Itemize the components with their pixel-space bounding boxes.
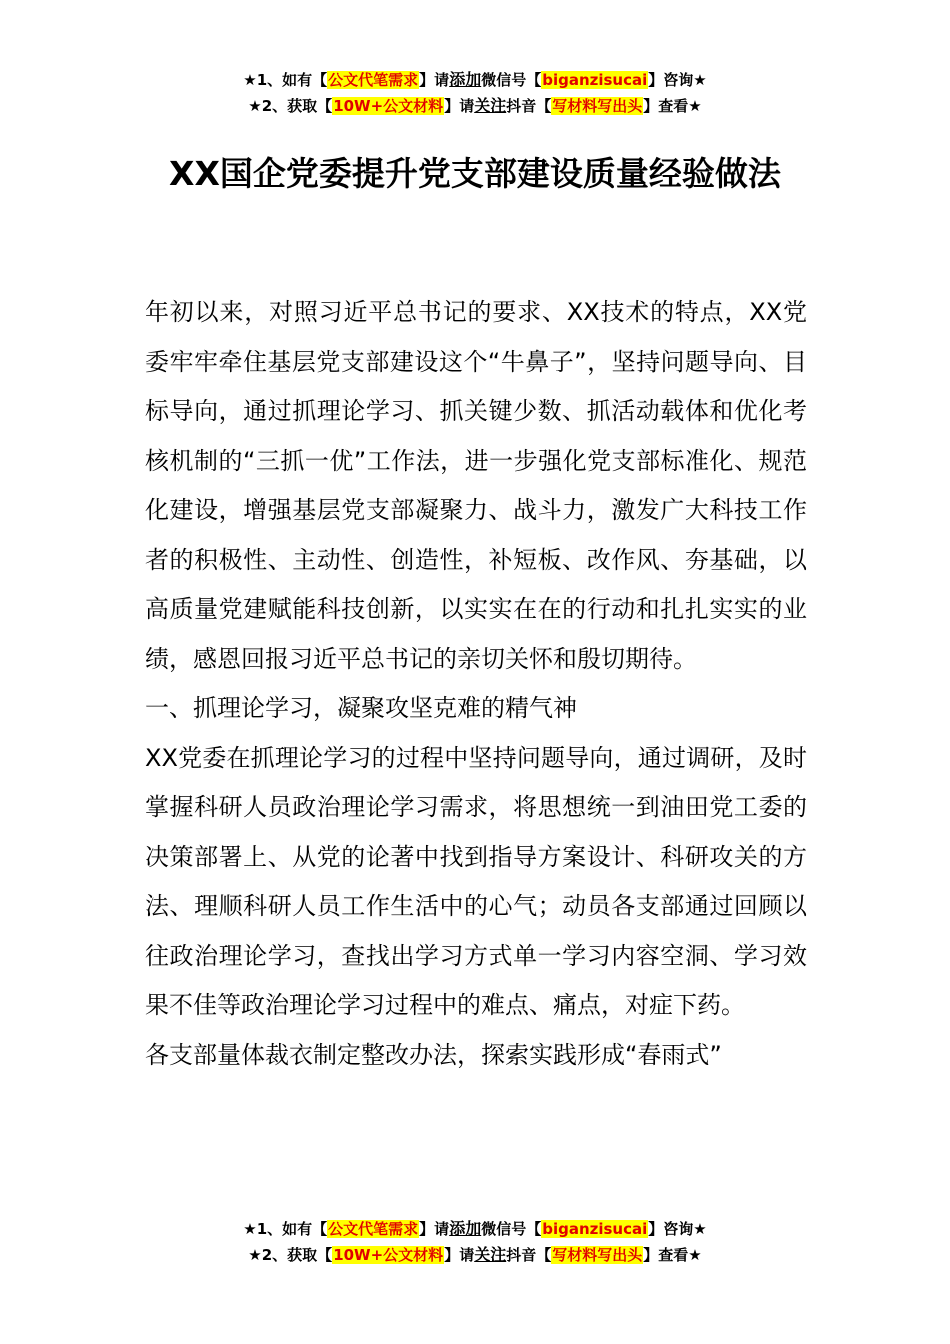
banner-line-1 xyxy=(0,1216,950,1242)
banner-text: 】请 xyxy=(419,1220,450,1238)
banner-text: ★2、获取【 xyxy=(248,97,333,115)
banner-text: 】查看★ xyxy=(643,1246,702,1264)
banner-line-1 xyxy=(0,67,950,93)
paragraph-continued: 各支部量体裁衣制定整改办法，探索实践形成“春雨式” xyxy=(145,1040,722,1069)
underlined-text: 关注 xyxy=(474,96,507,115)
highlight-text: 10W+公文材料 xyxy=(333,1246,444,1264)
banner-text: 】咨询★ xyxy=(648,1220,707,1238)
banner-text: 】请 xyxy=(419,71,450,89)
paragraph-section-1: XX党委在抓理论学习的过程中坚持问题导向，通过调研，及时掌握科研人员政治理论学习需求，将思想统一到油田党工委的决策部署上、从党的论著中找到指导方案设计、科研攻关的方法、理顺科研人员工作生活中的心气；动员各支部通过回顾以往政治理论学习，查找出学习方式单一学习内容空洞、学习效果不佳等政治理论学习过程中的难点、痛点，对症下药。 xyxy=(145,743,807,1019)
banner-line-2 xyxy=(0,93,950,119)
banner-text: ★2、获取【 xyxy=(248,1246,333,1264)
wechat-id: biganzisucai xyxy=(542,71,648,89)
banner-line-2 xyxy=(0,1242,950,1268)
banner-text: 】查看★ xyxy=(643,97,702,115)
banner-text: 微信号【 xyxy=(481,1220,542,1238)
document-title: XX国企党委提升党支部建设质量经验做法 xyxy=(169,154,781,193)
wechat-id: biganzisucai xyxy=(542,1220,648,1238)
underlined-text: 关注 xyxy=(474,1245,507,1264)
banner-text: 】请 xyxy=(444,1246,475,1264)
banner-text: 抖音【 xyxy=(506,97,552,115)
banner-text: 抖音【 xyxy=(506,1246,552,1264)
header-banner xyxy=(0,67,950,119)
section-heading-1: 一、抓理论学习，凝聚攻坚克难的精气神 xyxy=(145,694,577,722)
highlight-text: 10W+公文材料 xyxy=(333,97,444,115)
highlight-text: 公文代笔需求 xyxy=(328,71,419,89)
douyin-account: 写材料写出头 xyxy=(552,1246,643,1264)
banner-text: 】请 xyxy=(444,97,475,115)
banner-text: 微信号【 xyxy=(481,71,542,89)
highlight-text: 公文代笔需求 xyxy=(328,1220,419,1238)
douyin-account: 写材料写出头 xyxy=(552,97,643,115)
document-body xyxy=(145,288,807,1080)
banner-text: ★1、如有【 xyxy=(243,1220,328,1238)
footer-banner xyxy=(0,1216,950,1268)
underlined-text: 添加 xyxy=(449,70,482,89)
banner-text: ★1、如有【 xyxy=(243,71,328,89)
underlined-text: 添加 xyxy=(449,1219,482,1238)
banner-text: 】咨询★ xyxy=(648,71,707,89)
paragraph-intro: 年初以来，对照习近平总书记的要求、XX技术的特点，XX党委牢牢牵住基层党支部建设这个“牛鼻子”，坚持问题导向、目标导向，通过抓理论学习、抓关键少数、抓活动载体和优化考核机制的“三抓一优”工作法，进一步强化党支部标准化、规范化建设，增强基层党支部凝聚力、战斗力，激发广大科技工作者的积极性、主动性、创造性，补短板、改作风、夯基础，以高质量党建赋能科技创新，以实实在在的行动和扎扎实实的业绩，感恩回报习近平总书记的亲切关怀和殷切期待。 xyxy=(145,298,807,673)
